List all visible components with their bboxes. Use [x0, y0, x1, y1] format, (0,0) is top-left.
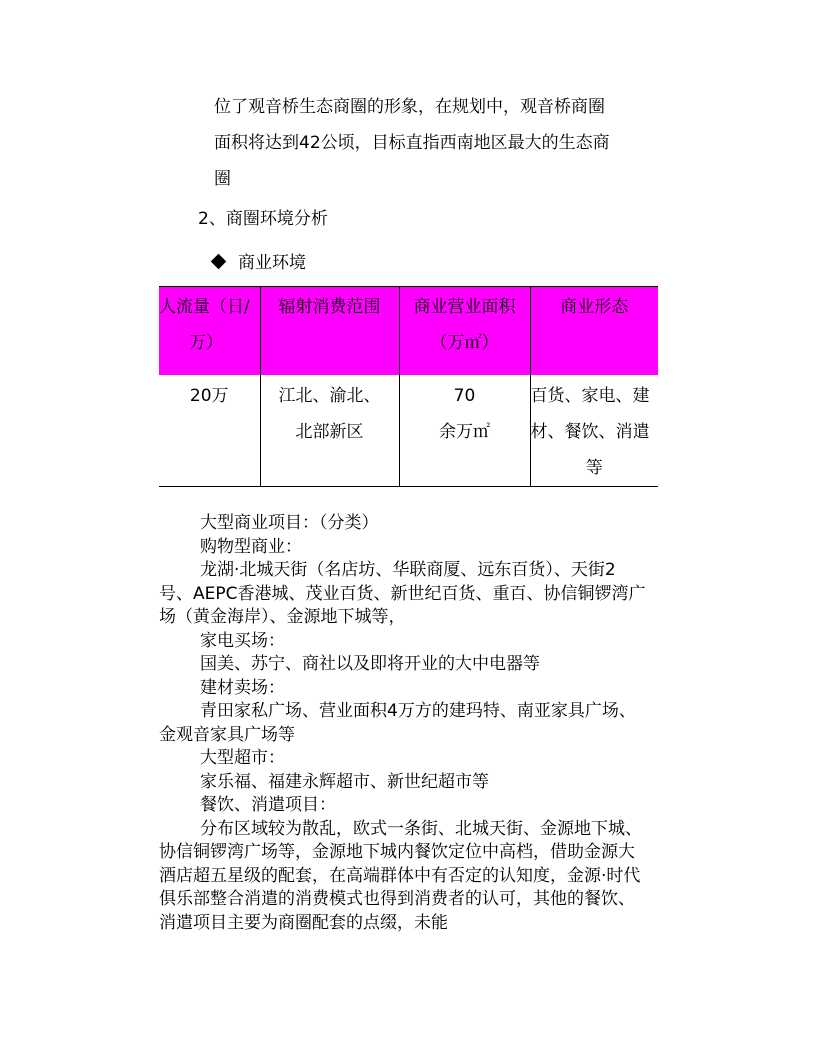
diamond-bullet-icon	[211, 254, 227, 270]
paragraph: 家电买场：	[200, 630, 285, 651]
paragraph: 大型超市：	[200, 748, 285, 768]
table-row	[159, 375, 658, 487]
table-cell	[260, 375, 399, 487]
header-cell	[530, 287, 658, 376]
commerce-table	[159, 286, 658, 487]
intro-line-2: 面积将达到42公顷，目标直指西南地区最大的生态商	[214, 133, 610, 153]
section-heading: 2、商圈环境分析	[198, 209, 328, 229]
paragraph: 家乐福、福建永辉超市、新世纪超市等	[200, 771, 489, 792]
paragraph: 青田家私广场、营业面积4万方的建玛特、南亚家具广场、金观音家具广场等	[159, 701, 636, 745]
cell-text: 百货、家电、建	[530, 386, 650, 406]
header-cell	[260, 287, 399, 376]
cell-text: 余万㎡	[439, 422, 490, 442]
table-cell	[530, 375, 658, 487]
cell-text: 等	[585, 458, 603, 478]
table-cell	[159, 375, 260, 487]
cell-text: 江北、渝北、	[278, 386, 381, 406]
header-text: 商业形态	[560, 297, 629, 317]
header-text: 商业营业面积	[413, 297, 516, 317]
table-header-row	[159, 287, 658, 376]
bullet-item	[213, 252, 306, 274]
paragraph: 龙湖·北城天街（名店坊、华联商厦、远东百货）、天街2号、AEPC香港城、茂业百货、新世纪百货、重百、协信铜锣湾广场（黄金海岸）、金源地下城等，	[159, 560, 646, 627]
paragraph: 大型商业项目：（分类）	[200, 513, 379, 533]
cell-text: 70	[453, 386, 476, 406]
header-text: 人流量（日/	[159, 297, 250, 317]
paragraph: 国美、苏宁、商社以及即将开业的大中电器等	[200, 654, 540, 674]
paragraph: 建材卖场：	[200, 677, 285, 698]
cell-text: 材、餐饮、消遣	[530, 422, 650, 442]
bullet-label: 商业环境	[238, 253, 306, 273]
header-text: 万）	[189, 333, 223, 353]
header-cell	[159, 287, 260, 376]
paragraph: 购物型商业：	[200, 536, 302, 557]
header-text: （万㎡）	[430, 333, 499, 353]
header-cell	[399, 287, 530, 376]
cell-text: 20万	[189, 386, 229, 406]
body-text	[159, 512, 649, 935]
paragraph: 分布区域较为散乱，欧式一条街、北城天街、金源地下城、协信铜锣湾广场等，金源地下城内餐饮定位中高档，借助金源大酒店超五星级的配套，在高端群体中有否定的认知度，金源·时代俱乐部整合消遣的消费模式也得到消费者的认可，其他的餐饮、消遣项目主要为商圈配套的点缀，未能	[159, 818, 642, 933]
table-cell	[399, 375, 530, 487]
header-text: 辐射消费范围	[278, 297, 381, 317]
intro-line-1: 位了观音桥生态商圈的形象，在规划中，观音桥商圈	[214, 97, 605, 117]
cell-text: 北部新区	[295, 422, 364, 442]
intro-line-3: 圈	[214, 169, 231, 189]
paragraph: 餐饮、消遣项目：	[200, 795, 336, 815]
